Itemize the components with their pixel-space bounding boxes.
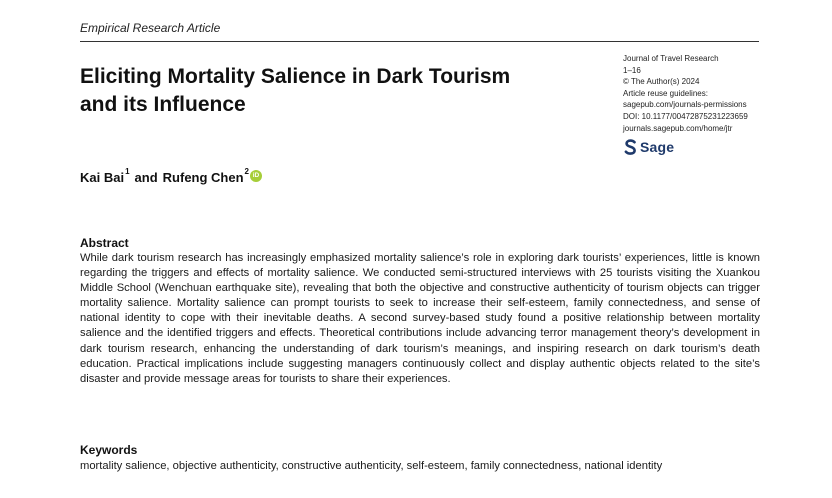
journal-info	[623, 53, 823, 134]
copyright-line: © The Author(s) 2024	[623, 77, 700, 87]
article-type-label: Empirical Research Article	[80, 21, 221, 35]
author-name: Kai Bai	[80, 170, 125, 185]
sage-s-icon	[624, 139, 637, 155]
keywords-heading: Keywords	[80, 443, 138, 457]
author-connector: and	[134, 170, 158, 185]
abstract-heading: Abstract	[80, 236, 129, 250]
journal-home-link[interactable]: journals.sagepub.com/home/jtr	[623, 123, 733, 133]
permissions-link[interactable]: sagepub.com/journals-permissions	[623, 100, 747, 110]
journal-pages: 1–16	[623, 65, 641, 75]
journal-name: Journal of Travel Research	[623, 54, 719, 63]
doi-link[interactable]: DOI: 10.1177/00472875231223659	[623, 111, 748, 121]
sage-logo	[624, 137, 674, 157]
abstract-text: While dark tourism research has increasingly emphasized mortality salience’s role in exploring dark tourists’ experiences, little is known regarding the triggers and effects of mortality salience. We conducted semi-structured interviews with 25 tourists visiting the Xuankou Middle School (Wenchuan earthquake site), revealing that both the objective and constructive authenticity of tourism objects can trigger mortality salience. Mortality salience can prompt tourists to seek to increase their self-esteem, family connectedness, and sense of national identity to cope with their inevitable deaths. A second survey-based study found a positive relationship between mortality salience and the identified triggers and effects. Theoretical contributions include advancing terror management theory’s development in dark tourism research, enhancing the understanding of dark tourism’s meanings, and inspiring research on dark tourism’s death education. Practical implications include suggesting managers continuously collect and display authentic objects related to the site’s disaster and provide message areas for tourists to share their experiences.	[80, 252, 760, 385]
author-name: Rufeng Chen	[162, 170, 244, 185]
header-divider	[80, 41, 759, 42]
author-line: Kai Bai $^1$ and Rufeng Chen $^2$ iD	[80, 170, 262, 185]
orcid-icon[interactable]: iD	[250, 170, 262, 182]
article-title: Eliciting Mortality Salience in Dark Tourism and its Influence	[80, 65, 511, 116]
sage-logo-text: Sage	[640, 139, 675, 155]
reuse-guidelines-label: Article reuse guidelines:	[623, 88, 708, 98]
keywords-text: mortality salience, objective authenticity, constructive authenticity, self-esteem, family connectedness, national identity	[80, 460, 663, 472]
